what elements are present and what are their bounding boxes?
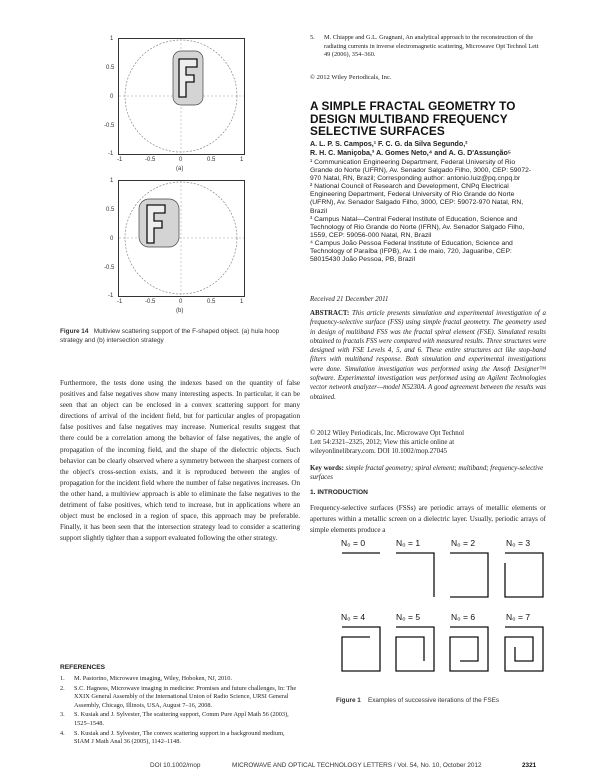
abstract xyxy=(310,309,546,402)
abstract-text: This article presents simulation and experimental investigation of a frequency-selective surface (FSS) using simple fractal geometry. The geometry used in design of multiband FSS was the fractal spiral element (FSE). Simulated results obtained to fractals FSS were compared with measured results. Three structures were designed with FSE Levels 4, 5, and 6. These entire structures act like stop-band filters with multiband response. Both simulation and experimental investigations were done. Simulation investigation was performed using the Ansoft Designer™ software. Experimental investigation was performed using an Agilent Technologies vector network analyzer—model N5230A. A good agreement between the results was obtained. xyxy=(310,310,546,401)
x-tick: -1 xyxy=(117,299,123,305)
y-tick: 0.5 xyxy=(106,207,115,213)
copyright-line: Lett 54:2321–2325, 2012; View this article online at xyxy=(310,439,455,447)
article-title: A SIMPLE FRACTAL GEOMETRY TO DESIGN MULTIBAND FREQUENCY SELECTIVE SURFACES xyxy=(310,99,516,139)
fse-n5 xyxy=(396,627,434,671)
authors-line-1: A. L. P. S. Campos,¹ F. C. G. da Silva Segundo,² xyxy=(310,140,468,148)
x-tick: -1 xyxy=(117,157,123,163)
copyright-top: © 2012 Wiley Periodicals, Inc. xyxy=(310,74,392,81)
subplot-b-label: (b) xyxy=(176,308,184,314)
x-tick: 0 xyxy=(179,299,183,305)
reference-text: S.C. Hagness, Microwave imaging in medicine: Promises and future challenges, In: The XXIX General Assembly of the International Union of Radio Science, URSI General Assembly, Chicago, Illinois, USA, August 7–16, 2008. xyxy=(74,684,297,709)
figure-14-caption-text: Multiview scattering support of the F-shaped object. (a) hula hoop strategy and (b) intersection strategy xyxy=(60,328,280,344)
reference-number: 5. xyxy=(310,34,315,41)
affiliation-2: ² National Council of Research and Development, CNPq Electrical Engineering Department, Federal University of Rio Grande do Norte (UFRN), Av. Senador Salgado Filho, 3000, CEP: 59072-970 Natal, RN, Brazil xyxy=(310,183,524,215)
y-tick: -0.5 xyxy=(104,265,115,271)
x-tick: 1 xyxy=(240,157,244,163)
reference-number: 4. xyxy=(60,729,65,737)
copyright-line: © 2012 Wiley Periodicals, Inc. Microwave Opt Technol xyxy=(310,430,465,437)
subplot-a-label: (a) xyxy=(176,166,184,172)
keywords-label: Key words: xyxy=(310,465,344,472)
introduction-heading: 1. INTRODUCTION xyxy=(310,489,368,496)
iteration-label: N₀ = 4 xyxy=(341,612,366,622)
footer-doi: DOI 10.1002/mop xyxy=(150,762,201,769)
figure-14-caption-label: Figure 14 xyxy=(60,328,89,335)
iteration-label: N₀ = 6 xyxy=(451,612,476,622)
iteration-label: N₀ = 2 xyxy=(451,538,476,548)
fse-n7 xyxy=(505,627,543,671)
article-authors xyxy=(310,140,550,158)
figure-1-caption-label: Figure 1 xyxy=(336,697,361,704)
references-heading: REFERENCES xyxy=(60,664,106,671)
reference-text: S. Kusiak and J. Sylvester, The scattering support, Comm Pure Appl Math 56 (2003), 1525–1548. xyxy=(74,711,289,727)
figure-1-caption-text: Examples of successive iterations of the FSEs xyxy=(367,697,500,704)
iteration-label: N₀ = 1 xyxy=(396,538,421,548)
x-tick: -0.5 xyxy=(145,157,156,163)
x-tick: 0 xyxy=(179,157,183,163)
keywords xyxy=(310,464,546,482)
reference-number: 2. xyxy=(60,684,65,692)
affiliation-4: ⁴ Campus João Pessoa Federal Institute of Education, Science and Technology of Paraíba (IFPB), Av. 1 de maio, 720, Jaguaribe, CEP: 58015430 João Pessoa, PB, Brazil xyxy=(310,239,513,264)
x-tick: 0.5 xyxy=(207,157,216,163)
subplot-a-axes xyxy=(118,38,245,155)
reference-item xyxy=(60,675,300,684)
reference-number: 3. xyxy=(60,711,65,719)
x-tick: -0.5 xyxy=(145,299,156,305)
y-tick: 0 xyxy=(110,94,114,100)
abstract-label: ABSTRACT: xyxy=(310,310,350,317)
x-tick: 1 xyxy=(240,299,244,305)
fse-n6 xyxy=(450,627,488,671)
references-section xyxy=(60,664,300,747)
introduction-text: Frequency-selective surfaces (FSSs) are periodic arrays of metallic elements or apertures within a metallic screen on a dielectric layer. Usually, periodic arrays of simple elements produce a xyxy=(310,504,546,535)
keywords-text: simple fractal geometry; spiral element; multiband; frequency-selective surfaces xyxy=(310,465,544,482)
reference-text: M. Chiappe and G.L. Gragnani, An analytical approach to the reconstruction of the radiating currents in inverse electromagnetic scattering, Microwave Opt Technol Lett 49 (2006), 354–360. xyxy=(324,34,539,59)
y-tick: 1 xyxy=(110,36,114,42)
footer-journal: MICROWAVE AND OPTICAL TECHNOLOGY LETTERS / Vol. 54, No. 10, October 2012 xyxy=(232,762,482,769)
right-top-reference xyxy=(310,34,542,60)
y-tick: 0.5 xyxy=(106,65,115,71)
reference-item xyxy=(60,711,300,728)
figure-1-caption xyxy=(336,697,499,704)
subplot-b-axes xyxy=(118,180,245,297)
authors-line-2: R. H. C. Maniçoba,³ A. Gomes Neto,⁴ and A. G. D'Assunção⁵ xyxy=(310,149,512,157)
reference-text: M. Pastorino, Microwave imaging, Wiley, Hoboken, NJ, 2010. xyxy=(74,675,233,682)
x-tick: 0.5 xyxy=(207,299,216,305)
reference-item xyxy=(60,730,300,747)
subplot-a-plot xyxy=(119,39,244,154)
y-tick: 0 xyxy=(110,236,114,242)
iteration-label: N₀ = 5 xyxy=(396,612,421,622)
subplot-b-plot xyxy=(119,181,244,296)
received-date: Received 21 December 2011 xyxy=(310,296,389,303)
footer-page-number: 2321 xyxy=(522,762,537,769)
copyright-line: wileyonlinelibrary.com. DOI 10.1002/mop.27045 xyxy=(310,448,447,456)
fse-n2 xyxy=(450,553,488,597)
y-tick: 1 xyxy=(110,178,114,184)
fse-n3 xyxy=(505,553,543,597)
fse-n4 xyxy=(342,627,380,671)
y-tick: -1 xyxy=(108,293,114,299)
affiliation-3: ³ Campus Natal—Central Federal Institute of Education, Science and Technology of Rio Grande do Norte (IFRN), Av. Senador Salgado Filho, 1559, CEP: 59056-000 Natal, RN, Brazil xyxy=(310,215,525,239)
iteration-label: N₀ = 0 xyxy=(341,538,366,548)
figure-14-caption xyxy=(60,328,298,345)
reference-number: 1. xyxy=(60,675,65,682)
fse-n1 xyxy=(396,553,434,597)
fractal-spiral-iterations xyxy=(330,549,560,689)
y-tick: -0.5 xyxy=(104,123,115,129)
article-copyright xyxy=(310,429,546,457)
iteration-label: N₀ = 7 xyxy=(506,612,531,622)
reference-item xyxy=(60,685,300,711)
left-body-paragraph: Furthermore, the tests done using the indexes based on the quantity of false positives and false negatives show many interesting aspects. In particular, it can be seen that an object can be enclosed in a convex scattering support for many directions of arrival of the incident field, but for particular angles of propagation false positives and false negatives may increase. Numerical results suggest that there could be a correlation among the behavior of false negatives, the angle of propagation of the incoming field, and the shape of the dielectric objects. Such behavior can be clearly observed where a symmetry between the sharpest corners of the object's cross-section exists, and it is reproduced between the angles of propagation for the incident field where the number of false negatives increases. On the other hand, a multiview approach is able to eliminate the false negatives to the detriment of false positives, which tend to increase, but in applications where an object must be enclosed in a region of space, this approach may be preferable. Finally, it has been seen that the intersection strategy lead to consider a scattering support slightly tighter than a support evaluated following the other strategy. xyxy=(60,379,300,543)
reference-text: S. Kusiak and J. Sylvester, The convex scattering support in a background medium, SIAM J Math Anal 36 (2005), 1142–1148. xyxy=(74,729,285,746)
affiliations xyxy=(310,159,538,264)
iteration-label: N₀ = 3 xyxy=(506,538,531,548)
references-list xyxy=(60,675,300,747)
affiliation-1: ¹ Communication Engineering Department, Federal University of Rio Grande do Norte (UFRN), Av. Senador Salgado Filho, 3000, CEP: 59072-970 Natal, RN, Brazil; Corresponding author: antonio.luiz@pq.cnpq.br xyxy=(310,159,532,183)
y-tick: -1 xyxy=(108,151,114,157)
